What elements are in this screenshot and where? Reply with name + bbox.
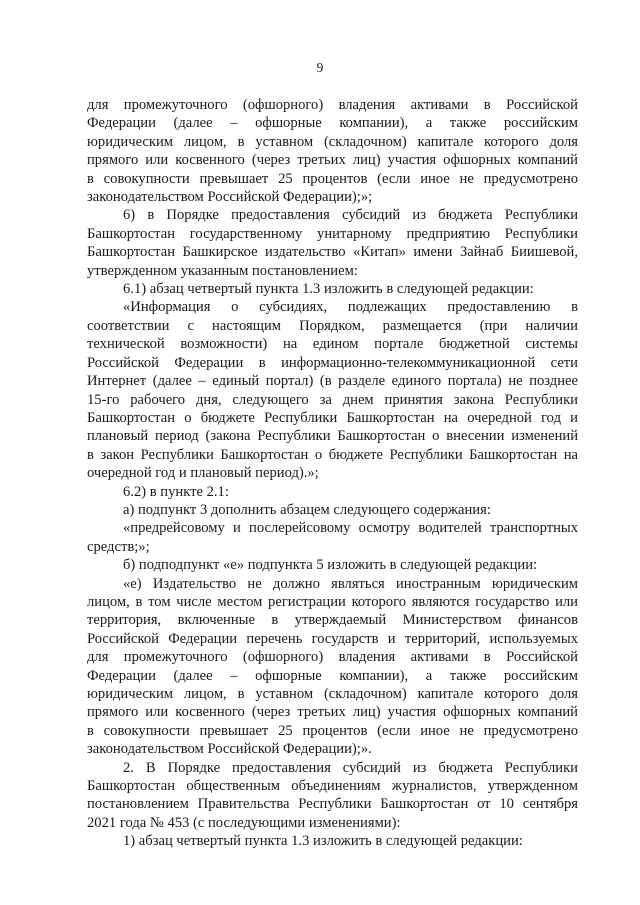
text-line: Российской Федерации в информационно-телекоммуникационной сети <box>87 354 578 371</box>
text-line: 6.2) в пункте 2.1: <box>123 483 229 500</box>
paragraph <box>87 206 578 280</box>
text-line: для промежуточного (офшорного) владения активами в Российской <box>87 649 578 666</box>
paragraph <box>87 519 578 556</box>
text-line: прямого или косвенного (через третьих лиц) участия офшорных компаний <box>87 152 578 169</box>
text-line: «е) Издательство не должно являться иностранным юридическим <box>123 575 578 592</box>
text-line: соответствии с настоящим Порядком, размещается (при наличии <box>87 317 578 334</box>
text-line: Башкортостан государственному унитарному предприятию Республики <box>87 225 578 242</box>
text-line: Интернет (далее – единый портал) (в разделе единого портала) не позднее <box>87 373 578 390</box>
text-line: 2. В Порядке предоставления субсидий из бюджета Республики <box>123 759 578 776</box>
text-line: плановый период (закона Республики Башкортостан о внесении изменений <box>87 428 578 445</box>
text-line: 6) в Порядке предоставления субсидий из бюджета Республики <box>123 207 578 224</box>
text-line: законодательством Российской Федерации);». <box>87 741 372 758</box>
text-line: территория, включенные в утверждаемый Министерством финансов <box>87 612 578 629</box>
paragraph <box>87 556 578 574</box>
text-line: 6.1) абзац четвертый пункта 1.3 изложить в следующей редакции: <box>123 281 534 298</box>
paragraph <box>87 280 578 298</box>
text-line: постановлением Правительства Республики Башкортостан от 10 сентября <box>87 796 578 813</box>
paragraph <box>87 759 578 833</box>
text-line: Федерации (далее – офшорные компании), а также российским <box>87 115 578 132</box>
paragraph <box>87 298 578 482</box>
text-line: 1) абзац четвертый пункта 1.3 изложить в следующей редакции: <box>123 833 523 850</box>
text-line: «предрейсовому и послерейсовому осмотру водителей транспортных <box>123 520 578 537</box>
text-line: утвержденном указанным постановлением: <box>87 262 358 279</box>
text-line: Федерации (далее – офшорные компании), а также российским <box>87 667 578 684</box>
text-line: законодательством Российской Федерации);»; <box>87 189 373 206</box>
paragraph <box>87 96 578 206</box>
paragraph <box>87 501 578 519</box>
text-line: прямого или косвенного (через третьих лиц) участия офшорных компаний <box>87 704 578 721</box>
text-line: юридическим лицом, в уставном (складочном) капитале которого доля <box>87 686 578 702</box>
text-line: в совокупности превышает 25 процентов (если иное не предусмотрено <box>87 170 578 187</box>
text-line: б) подподпункт «е» подпункта 5 изложить в следующей редакции: <box>123 557 538 574</box>
text-line: а) подпункт 3 дополнить абзацем следующего содержания: <box>123 501 491 518</box>
text-line: «Информация о субсидиях, подлежащих предоставлению в <box>123 299 578 316</box>
paragraph <box>87 483 578 501</box>
page-number: 9 <box>316 60 324 75</box>
text-line: 15-го рабочего дня, следующего за днем принятия закона Республики <box>87 391 578 408</box>
text-line: для промежуточного (офшорного) владения активами в Российской <box>87 97 578 113</box>
text-line: в закон Республики Башкортостан о бюджете Республики Башкортостан на <box>87 446 578 463</box>
text-line: Башкортостан о бюджете Республики Башкортостан на очередной год и <box>87 409 578 426</box>
paragraph <box>87 575 578 759</box>
text-line: Российской Федерации перечень государств и территорий, используемых <box>87 630 578 647</box>
text-line: технической возможности) на едином портале бюджетной системы <box>87 336 578 353</box>
text-line: в совокупности превышает 25 процентов (если иное не предусмотрено <box>87 722 578 739</box>
text-line: юридическим лицом, в уставном (складочном) капитале которого доля <box>87 133 578 150</box>
text-line: Башкортостан Башкирское издательство «Китап» имени Зайнаб Биишевой, <box>87 244 578 261</box>
text-line: лицом, в том числе местом регистрации которого являются государство или <box>87 593 578 610</box>
text-line: 2021 года № 453 (с последующими изменениями): <box>87 814 401 831</box>
document-body <box>87 96 578 851</box>
text-line: средств;»; <box>87 538 150 555</box>
text-line: Башкортостан общественным объединениям журналистов, утвержденном <box>87 778 578 795</box>
text-line: очередной год и плановый период).»; <box>87 465 319 482</box>
paragraph <box>87 832 578 850</box>
